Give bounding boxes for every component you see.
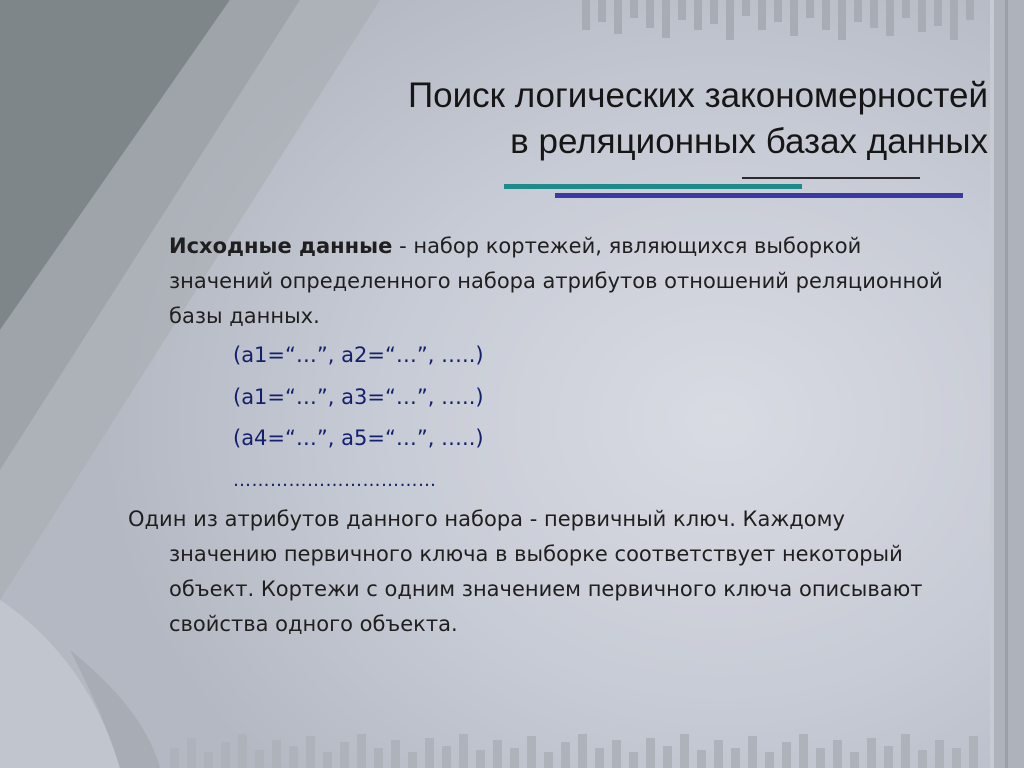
tuple-example: (a4=“…”, a5=“…”, …..) [233,426,484,450]
title-rule-blue [555,193,963,198]
slide-title-line-1: Поиск логических закономерностей [407,76,988,115]
tuple-example: (a1=“…”, a2=“…”, …..) [233,343,484,367]
title-rule-teal [504,184,802,189]
primary-key-paragraph [128,502,958,642]
slide-title-line-2: в реляционных базах данных [510,122,988,161]
bottom-bars [170,734,978,768]
intro-definition: - набор кортежей, являющихся выборкой значений определенного набора атрибутов отношений реляционной базы данных. [169,234,943,328]
intro-term: Исходные данные [169,234,393,258]
primary-key-continuation: значению первичного ключа в выборке соответствует некоторый объект. Кортежи с одним значением первичного ключа описывают свойства одного объекта. [169,542,923,636]
intro-paragraph [169,229,969,334]
right-edge-line [990,0,994,768]
tuple-ellipsis: …………………………… [233,470,437,491]
top-bars [582,0,974,40]
primary-key-first-line: Один из атрибутов данного набора - первичный ключ. Каждому [128,507,845,531]
title-rule-thin [742,177,920,179]
tuple-example: (a1=“…”, a3=“…”, …..) [233,385,484,409]
right-edge-line-2 [1005,0,1008,768]
